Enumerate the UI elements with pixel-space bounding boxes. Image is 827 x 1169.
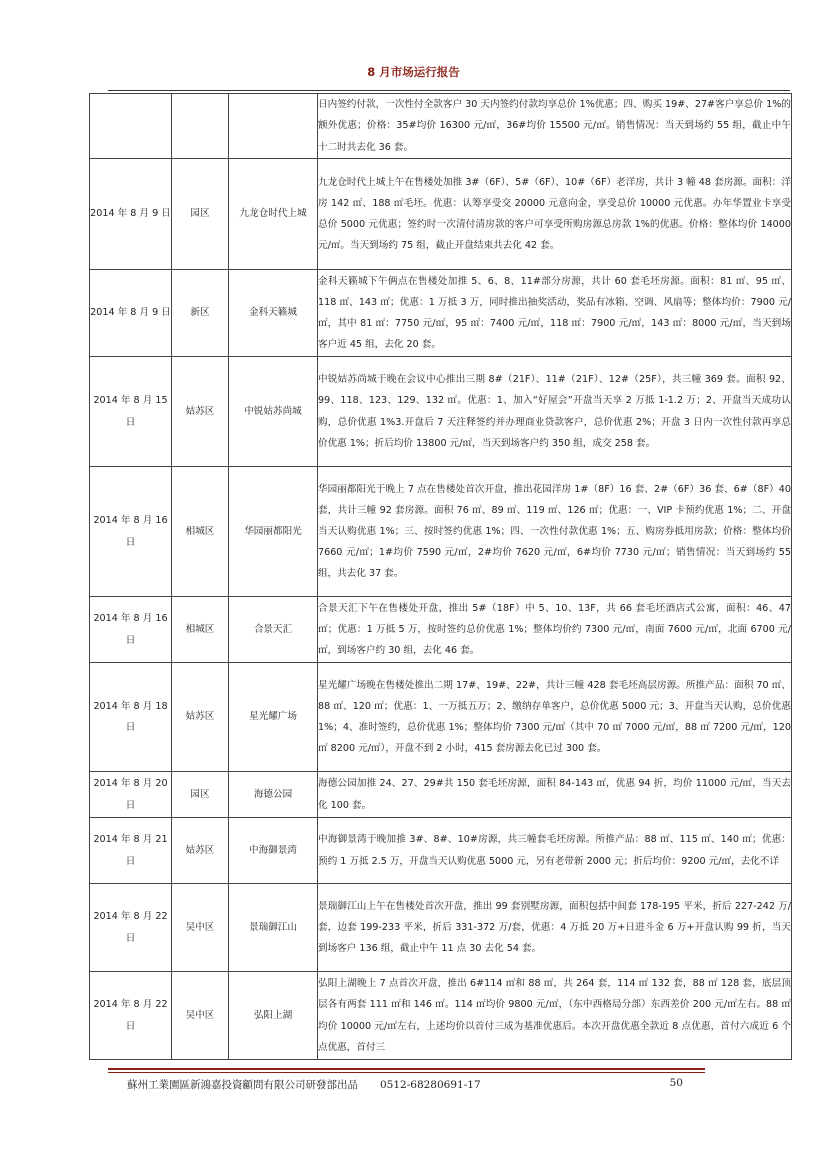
project-cell: 星光耀广场 — [229, 663, 318, 772]
table-row — [90, 159, 792, 270]
date-cell: 2014 年 8 月 15 日 — [90, 357, 172, 467]
header-divider — [108, 90, 790, 91]
project-cell: 中海御景湾 — [229, 818, 318, 884]
project-cell: 海德公园 — [229, 772, 318, 818]
table-row — [90, 357, 792, 467]
project-cell: 金科天籁城 — [229, 270, 318, 357]
table-row — [90, 467, 792, 597]
table-row — [90, 772, 792, 818]
table-row — [90, 663, 792, 772]
footer-divider-thin — [108, 1072, 705, 1073]
page-number: 50 — [669, 1077, 683, 1089]
project-cell: 合景天汇 — [229, 597, 318, 663]
district-cell: 相城区 — [172, 467, 229, 597]
district-cell: 吴中区 — [172, 884, 229, 972]
date-cell: 2014 年 8 月 18 日 — [90, 663, 172, 772]
date-cell: 2014 年 8 月 9 日 — [90, 159, 172, 270]
report-title: 8 月市场运行报告 — [367, 65, 460, 79]
project-table — [89, 93, 792, 1060]
table-row — [90, 597, 792, 663]
project-cell: 中锐姑苏尚城 — [229, 357, 318, 467]
district-cell — [172, 94, 229, 159]
description-cell: 星光耀广场晚在售楼处推出二期 17#、19#、22#，共计三幢 428 套毛坯高层房源。所推产品：面积 70 ㎡、88 ㎡、120 ㎡；优惠：1、一万抵五万；2、缴纳存单客户，总价优惠 5000 元；3、开盘当天认购，总价优惠 1%；4、准时签约，总价优惠 1%；整体均价 7300 元/㎡（其中 70 ㎡ 7000 元/㎡，88 ㎡ 7200 元/㎡，120 ㎡ 8200 元/㎡），开盘不到 2 小时，415 套房源去化已过 300 套。 — [318, 663, 792, 772]
description-cell: 中锐姑苏尚城于晚在会议中心推出三期 8#（21F）、11#（21F）、12#（25F），共三幢 369 套。面积 92、99、118、123、129、132 ㎡。优惠：1、加入“好屋会”开盘当天享 2 万抵 1-1.2 万；2、开盘当天成功认购，总价优惠 1%3.开盘后 7 天注释签约并办理商业贷款客户，总价优惠 2%；开盘 3 日内一次性付款再享总价优惠 1%；折后均价 13800 元/㎡，当天到场客户约 350 组，成交 258 套。 — [318, 357, 792, 467]
description-cell: 九龙仓时代上城上午在售楼处加推 3#（6F）、5#（6F）、10#（6F）老洋房，共计 3 幢 48 套房源。面积：洋房 142 ㎡、188 ㎡毛坯。优惠：认筹享受交 20000 元意向金，享受总价 10000 元优惠。办年华置业卡享受总价 5000 元优惠；签约时一次清付清房款的客户可享受所购房源总房款 1%的优惠。价格：整体均价 14000 元/㎡。当天到场约 75 组，截止开盘结束共去化 42 套。 — [318, 159, 792, 270]
description-cell: 中海御景湾于晚加推 3#、8#、10#房源，共三幢套毛坯房源。所推产品：88 ㎡、115 ㎡、140 ㎡；优惠：预约 1 万抵 2.5 万，开盘当天认购优惠 5000 元，另有老带新 2000 元；折后均价：9200 元/㎡，去化不详 — [318, 818, 792, 884]
description-cell: 金科天籁城下午俩点在售楼处加推 5、6、8、11#部分房源，共计 60 套毛坯房源。面积：81 ㎡、95 ㎡、118 ㎡、143 ㎡；优惠：1 万抵 3 万，同时推出抽奖活动，奖品有冰箱、空调、风扇等；整体均价：7900 元/㎡，其中 81 ㎡：7750 元/㎡，95 ㎡：7400 元/㎡，118 ㎡：7900 元/㎡，143 ㎡：8000 元/㎡，当天到场客户近 45 组，去化 20 套。 — [318, 270, 792, 357]
date-cell: 2014 年 8 月 22 日 — [90, 972, 172, 1060]
description-cell: 合景天汇下午在售楼处开盘，推出 5#（18F）中 5、10、13F，共 66 套毛坯酒店式公寓，面积：46、47 ㎡；优惠：1 万抵 5 万，按时签约总价优惠 1%；整体均价约 7300 元/㎡，南面 7600 元/㎡，北面 6700 元/㎡，到场客户约 30 组，去化 46 套。 — [318, 597, 792, 663]
page-footer — [127, 1077, 697, 1092]
description-cell: 海德公园加推 24、27、29#共 150 套毛坯房源，面积 84-143 ㎡，优惠 94 折，均价 11000 元/㎡，当天去化 100 套。 — [318, 772, 792, 818]
table-row — [90, 94, 792, 159]
project-cell: 景瑞御江山 — [229, 884, 318, 972]
project-cell: 九龙仓时代上城 — [229, 159, 318, 270]
project-cell: 华园丽都阳光 — [229, 467, 318, 597]
district-cell: 园区 — [172, 772, 229, 818]
district-cell: 姑苏区 — [172, 818, 229, 884]
table-row — [90, 270, 792, 357]
footer-company: 蘇州工業園區新鴻嘉投資顧問有限公司研發部出品 — [127, 1079, 358, 1091]
date-cell: 2014 年 8 月 21 日 — [90, 818, 172, 884]
table-row — [90, 972, 792, 1060]
description-cell: 弘阳上湖晚上 7 点首次开盘，推出 6#114 ㎡和 88 ㎡，共 264 套，114 ㎡ 132 套，88 ㎡ 128 套，底层顶层各有两套 111 ㎡和 146 ㎡。114 ㎡均价 9800 元/㎡，（东中西格局分部）东西差价 200 元/㎡左右。88 ㎡均价 10000 元/㎡左右，上述均价以首付三成为基准优惠后。本次开盘优惠全款近 8 点优惠，首付六成近 6 个点优惠，首付三 — [318, 972, 792, 1060]
description-cell: 景瑞御江山上午在售楼处首次开盘，推出 99 套别墅房源，面积包括中间套 178-195 平米，折后 227-242 万/套，边套 199-233 平米，折后 331-372 万/套，优惠：4 万抵 20 万+日进斗金 6 万+开盘认购 99 折，当天到场客户 136 组，截止中午 11 点 30 去化 54 套。 — [318, 884, 792, 972]
project-cell — [229, 94, 318, 159]
date-cell: 2014 年 8 月 22 日 — [90, 884, 172, 972]
date-cell: 2014 年 8 月 16 日 — [90, 467, 172, 597]
table-row — [90, 884, 792, 972]
date-cell: 2014 年 8 月 16 日 — [90, 597, 172, 663]
district-cell: 相城区 — [172, 597, 229, 663]
district-cell: 新区 — [172, 270, 229, 357]
date-cell — [90, 94, 172, 159]
date-cell: 2014 年 8 月 9 日 — [90, 270, 172, 357]
district-cell: 姑苏区 — [172, 663, 229, 772]
description-cell: 日内签约付款，一次性付全款客户 30 天内签约付款均享总价 1%优惠；四、购买 19#、27#客户享总价 1%的额外优惠；价格：35#均价 16300 元/㎡，36#均价 15500 元/㎡。销售情况：当天到场约 55 组，截止中午十二时共去化 36 套。 — [318, 94, 792, 159]
project-cell: 弘阳上湖 — [229, 972, 318, 1060]
table-row — [90, 818, 792, 884]
footer-divider — [108, 1068, 705, 1070]
district-cell: 吴中区 — [172, 972, 229, 1060]
description-cell: 华园丽都阳光于晚上 7 点在售楼处首次开盘，推出花园洋房 1#（8F）16 套、2#（6F）36 套、6#（8F）40 套，共计三幢 92 套房源。面积 76 ㎡、89 ㎡、119 ㎡、126 ㎡；优惠：一、VIP 卡预约优惠 1%；二、开盘当天认购优惠 1%；三、按时签约优惠 1%；四、一次性付款优惠 1%；五、购房券抵用房款；价格：整体均价 7660 元/㎡；1#均价 7590 元/㎡，2#均价 7620 元/㎡，6#均价 7730 元/㎡；销售情况：当天到场约 55 组，共去化 37 套。 — [318, 467, 792, 597]
district-cell: 姑苏区 — [172, 357, 229, 467]
date-cell: 2014 年 8 月 20 日 — [90, 772, 172, 818]
footer-phone: 0512-68280691-17 — [380, 1079, 481, 1091]
district-cell: 园区 — [172, 159, 229, 270]
